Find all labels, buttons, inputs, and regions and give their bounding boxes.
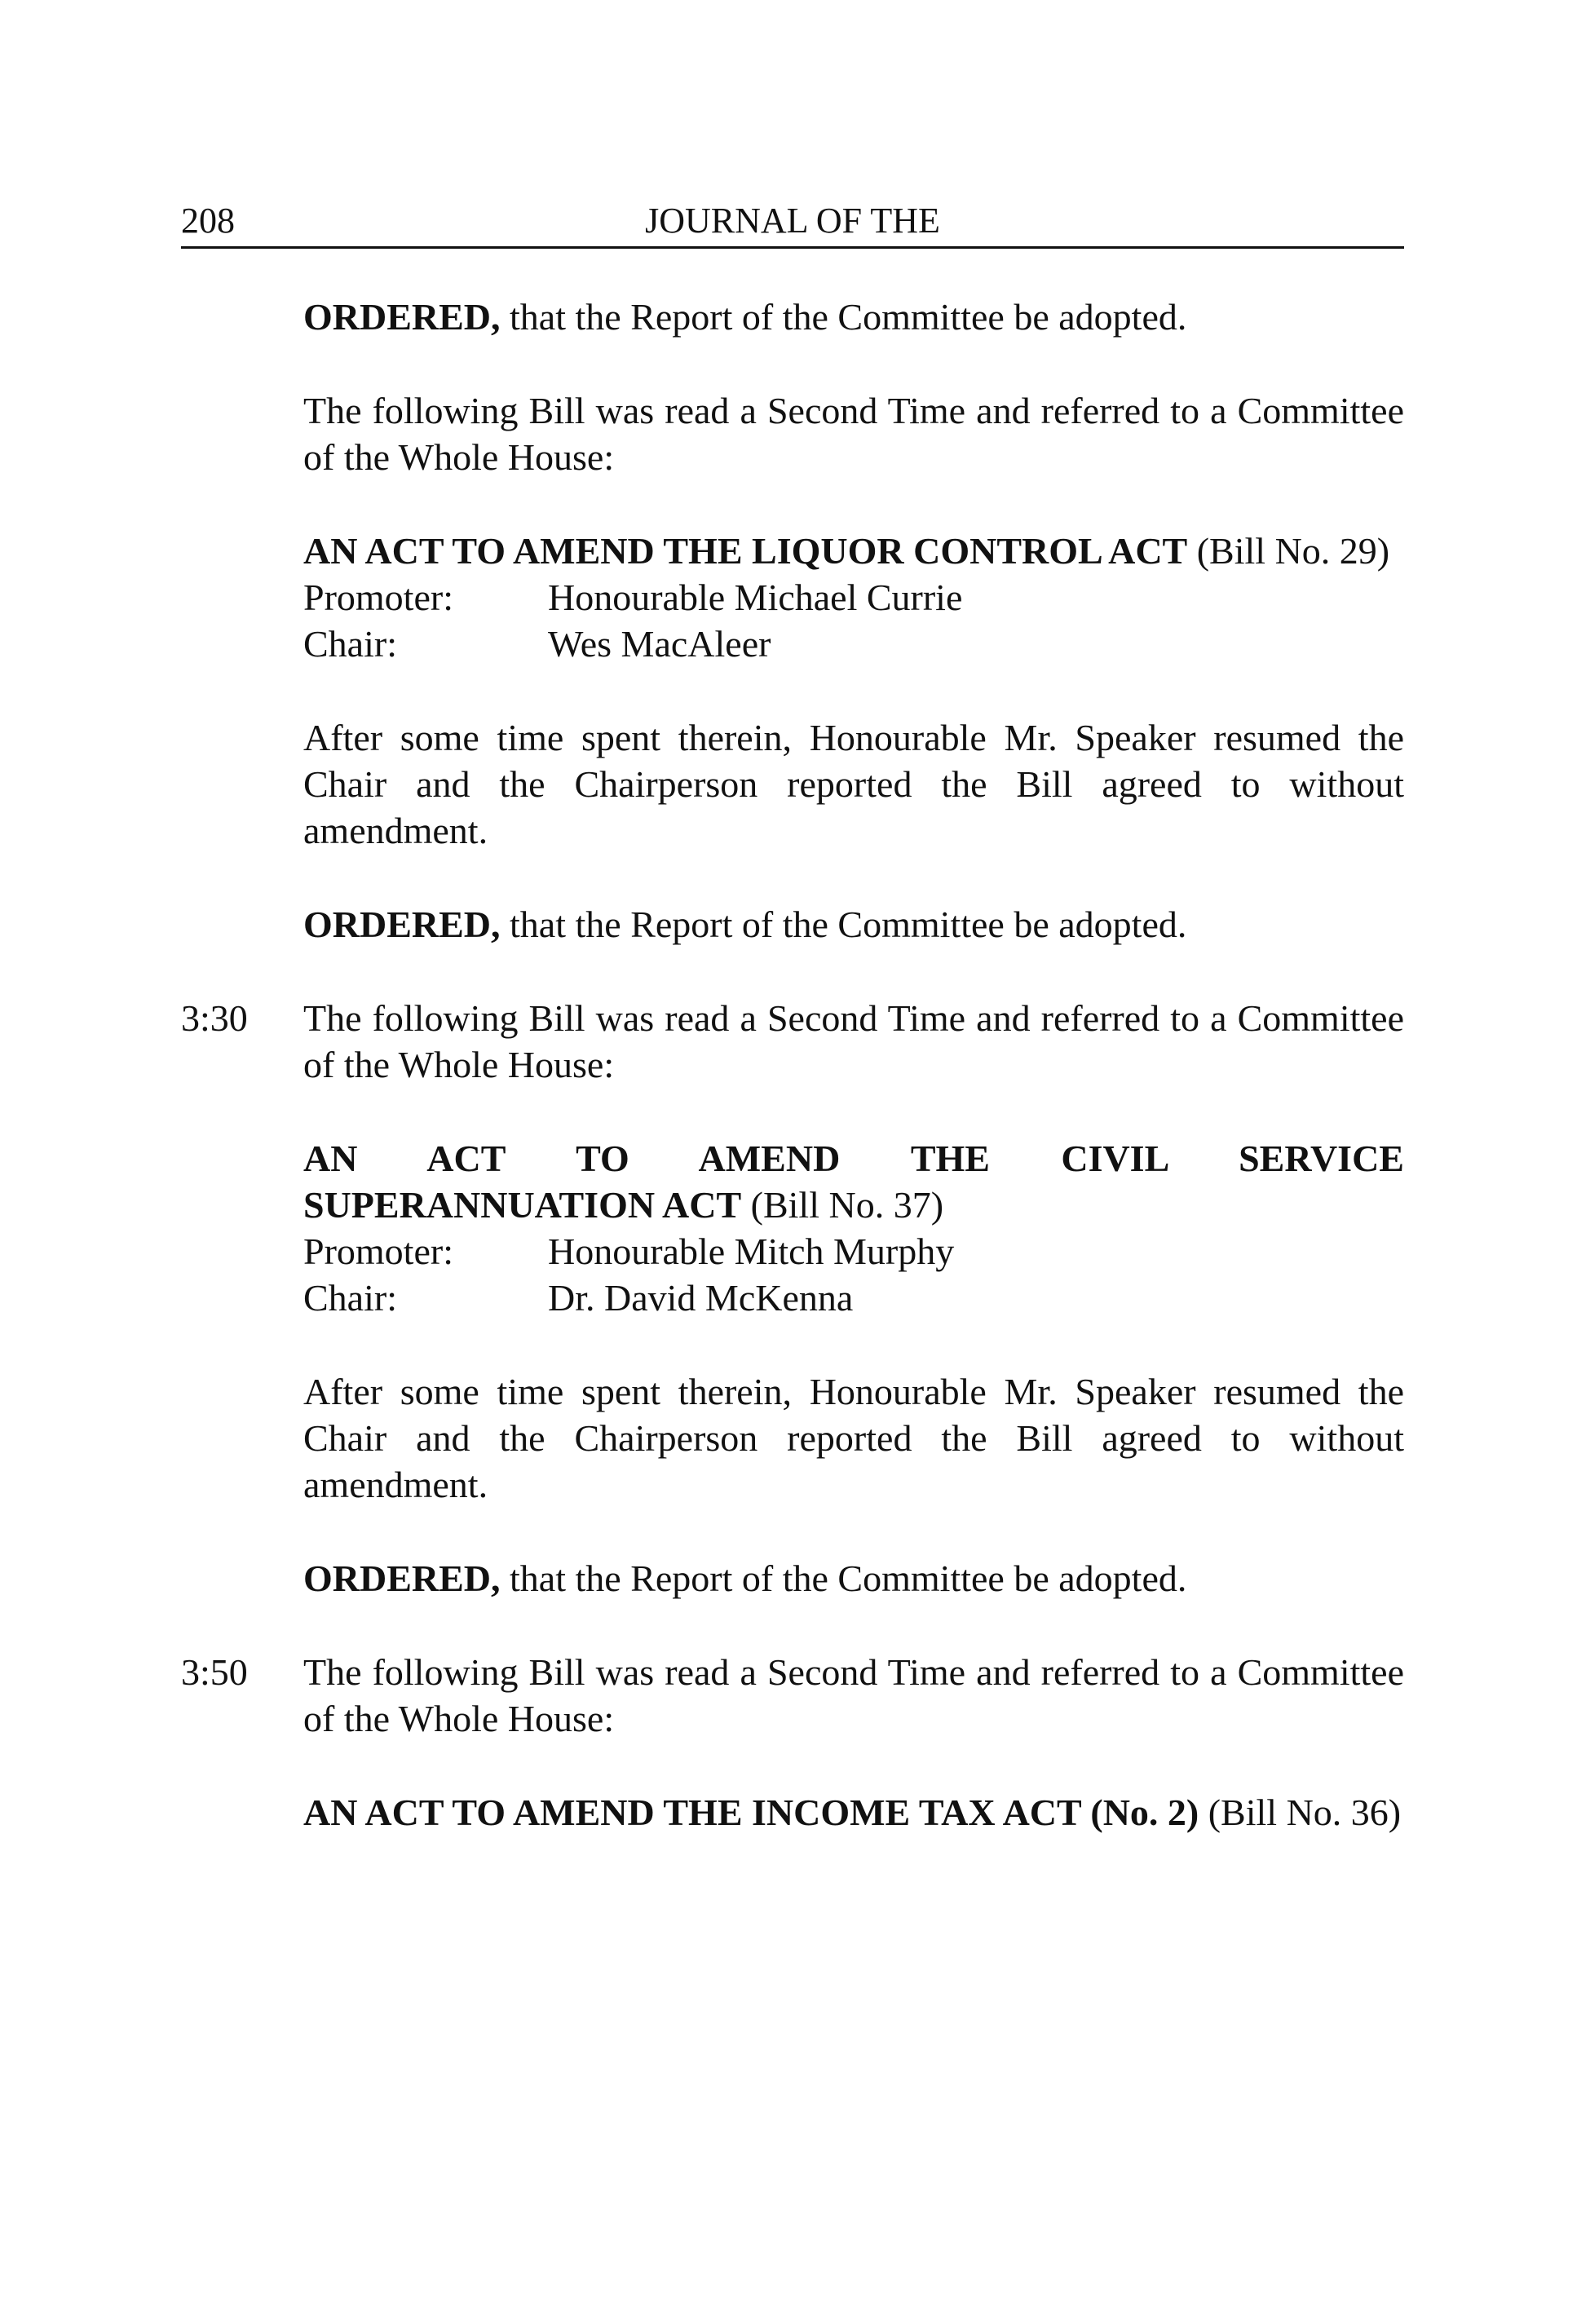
bill-title-income-tax	[303, 1789, 1404, 1836]
ordered-keyword: ORDERED,	[303, 904, 501, 945]
bill-title-line-2: SUPERANNUATION ACT	[303, 1184, 742, 1226]
paragraph-text: The following Bill was read a Second Time and referred to a Committee of the Whole House:	[303, 997, 1404, 1085]
committee-report-paragraph: After some time spent therein, Honourable Mr. Speaker resumed the Chair and the Chairperson reported the Bill agreed to without amendment.	[303, 1371, 1404, 1505]
bill-title-text: AN ACT TO AMEND THE LIQUOR CONTROL ACT	[303, 530, 1188, 572]
chair-label: Chair:	[303, 623, 397, 665]
ordered-paragraph	[303, 294, 1404, 340]
ordered-text: that the Report of the Committee be adopted.	[500, 296, 1187, 338]
promoter-label: Promoter:	[303, 1230, 453, 1272]
ordered-paragraph	[303, 901, 1404, 948]
time-stamp: 3:50	[181, 1651, 248, 1693]
bill-details	[303, 1228, 1404, 1321]
page-number: 208	[181, 201, 235, 241]
committee-report-paragraph: After some time spent therein, Honourable Mr. Speaker resumed the Chair and the Chairperson reported the Bill agreed to without amendment.	[303, 717, 1404, 851]
ordered-paragraph	[303, 1555, 1404, 1602]
chair-row	[303, 621, 1404, 667]
second-reading-paragraph	[181, 1649, 1404, 1742]
bill-number: (Bill No. 36)	[1199, 1792, 1402, 1833]
page-header	[181, 201, 1404, 249]
running-head: JOURNAL OF THE	[645, 201, 940, 241]
journal-body	[181, 294, 1404, 1836]
promoter-label: Promoter:	[303, 577, 453, 618]
promoter-name: Honourable Michael Currie	[548, 577, 963, 618]
chair-label: Chair:	[303, 1277, 397, 1319]
time-stamp: 3:30	[181, 997, 248, 1039]
bill-title-liquor-control	[303, 528, 1404, 574]
bill-title-civil-service	[303, 1135, 1404, 1228]
bill-title-text: AN ACT TO AMEND THE INCOME TAX ACT (No. 2)	[303, 1792, 1199, 1833]
ordered-text: that the Report of the Committee be adopted.	[500, 904, 1187, 945]
paragraph-text: The following Bill was read a Second Time and referred to a Committee of the Whole House:	[303, 1651, 1404, 1739]
ordered-text: that the Report of the Committee be adopted.	[500, 1557, 1187, 1599]
chair-name: Wes MacAleer	[548, 623, 771, 665]
promoter-name: Honourable Mitch Murphy	[548, 1230, 955, 1272]
second-reading-paragraph	[181, 995, 1404, 1088]
chair-row	[303, 1275, 1404, 1321]
ordered-keyword: ORDERED,	[303, 1557, 501, 1599]
promoter-row	[303, 574, 1404, 621]
chair-name: Dr. David McKenna	[548, 1277, 854, 1319]
bill-number: (Bill No. 29)	[1187, 530, 1390, 572]
bill-title-line-1: AN ACT TO AMEND THE CIVIL SERVICE	[303, 1138, 1404, 1179]
bill-number: (Bill No. 37)	[741, 1184, 944, 1226]
second-reading-paragraph: The following Bill was read a Second Time and referred to a Committee of the Whole House:	[303, 390, 1404, 478]
bill-title-line-2-row	[303, 1182, 1404, 1228]
bill-details	[303, 574, 1404, 667]
promoter-row	[303, 1228, 1404, 1275]
ordered-keyword: ORDERED,	[303, 296, 501, 338]
